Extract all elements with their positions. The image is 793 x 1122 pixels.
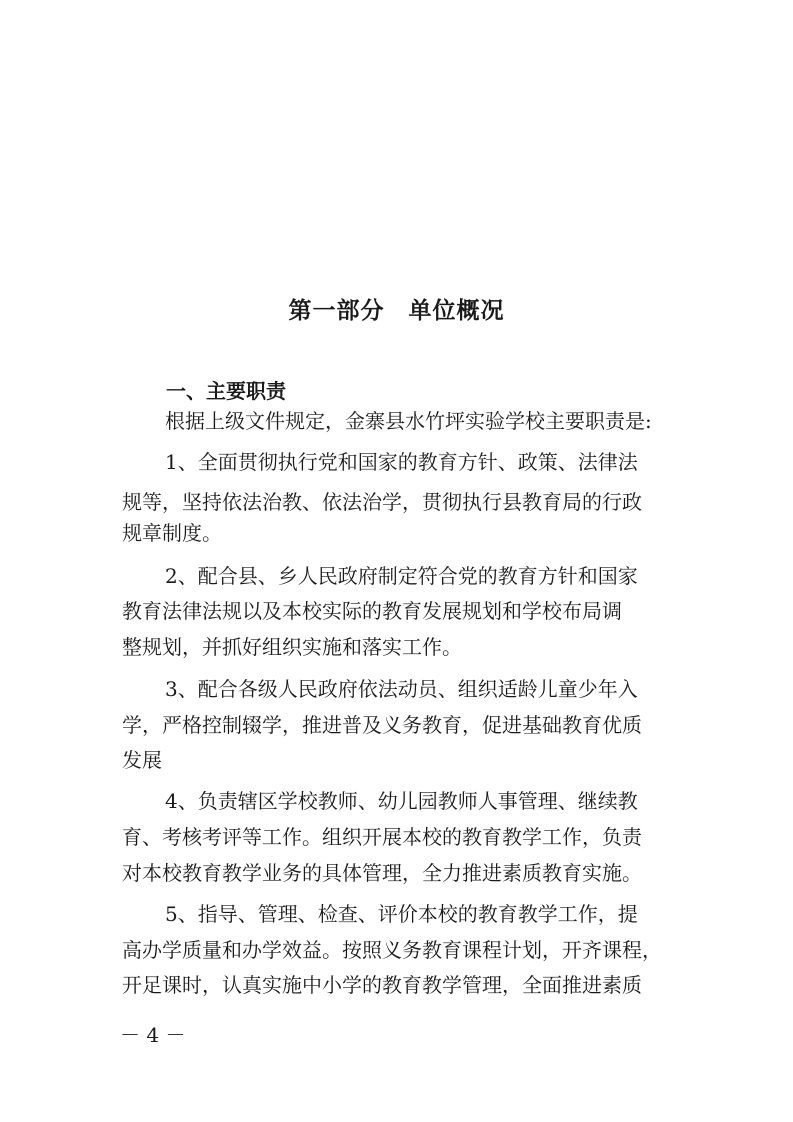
- paragraph-line: 高办学质量和办学效益。按照义务教育课程计划，开齐课程，: [122, 938, 662, 962]
- paragraph-line: 5、指导、管理、检查、评价本校的教育教学工作，提: [165, 902, 638, 926]
- paragraph-line: 开足课时，认真实施中小学的教育教学管理，全面推进素质: [122, 973, 642, 997]
- page-number: － 4 －: [120, 1023, 186, 1047]
- paragraph-line: 3、配合各级人民政府依法动员、组织适龄儿童少年入: [165, 677, 638, 701]
- paragraph-line: 学，严格控制辍学，推进普及义务教育，促进基础教育优质: [122, 713, 642, 737]
- part-title: 第一部分 单位概况: [288, 298, 505, 324]
- paragraph-line: 规等，坚持依法治教、依法治学，贯彻执行县教育局的行政: [122, 490, 642, 514]
- paragraph-line: 4、负责辖区学校教师、幼儿园教师人事管理、继续教: [165, 789, 638, 813]
- paragraph-line: 2、配合县、乡人民政府制定符合党的教育方针和国家: [165, 564, 638, 588]
- paragraph-line: 整规划，并抓好组织实施和落实工作。: [122, 635, 462, 659]
- paragraph-line: 发展: [122, 748, 162, 772]
- paragraph-line: 对本校教育教学业务的具体管理，全力推进素质教育实施。: [122, 861, 642, 885]
- paragraph-line: 教育法律法规以及本校实际的教育发展规划和学校布局调: [122, 599, 622, 623]
- paragraph-line: 规章制度。: [122, 521, 222, 545]
- paragraph-line: 育、考核考评等工作。组织开展本校的教育教学工作，负责: [122, 825, 642, 849]
- paragraph-line: 根据上级文件规定，金寨县水竹坪实验学校主要职责是:: [165, 409, 652, 433]
- section-heading: 一、主要职责: [166, 379, 286, 403]
- paragraph-line: 1、全面贯彻执行党和国家的教育方针、政策、法律法: [165, 450, 638, 474]
